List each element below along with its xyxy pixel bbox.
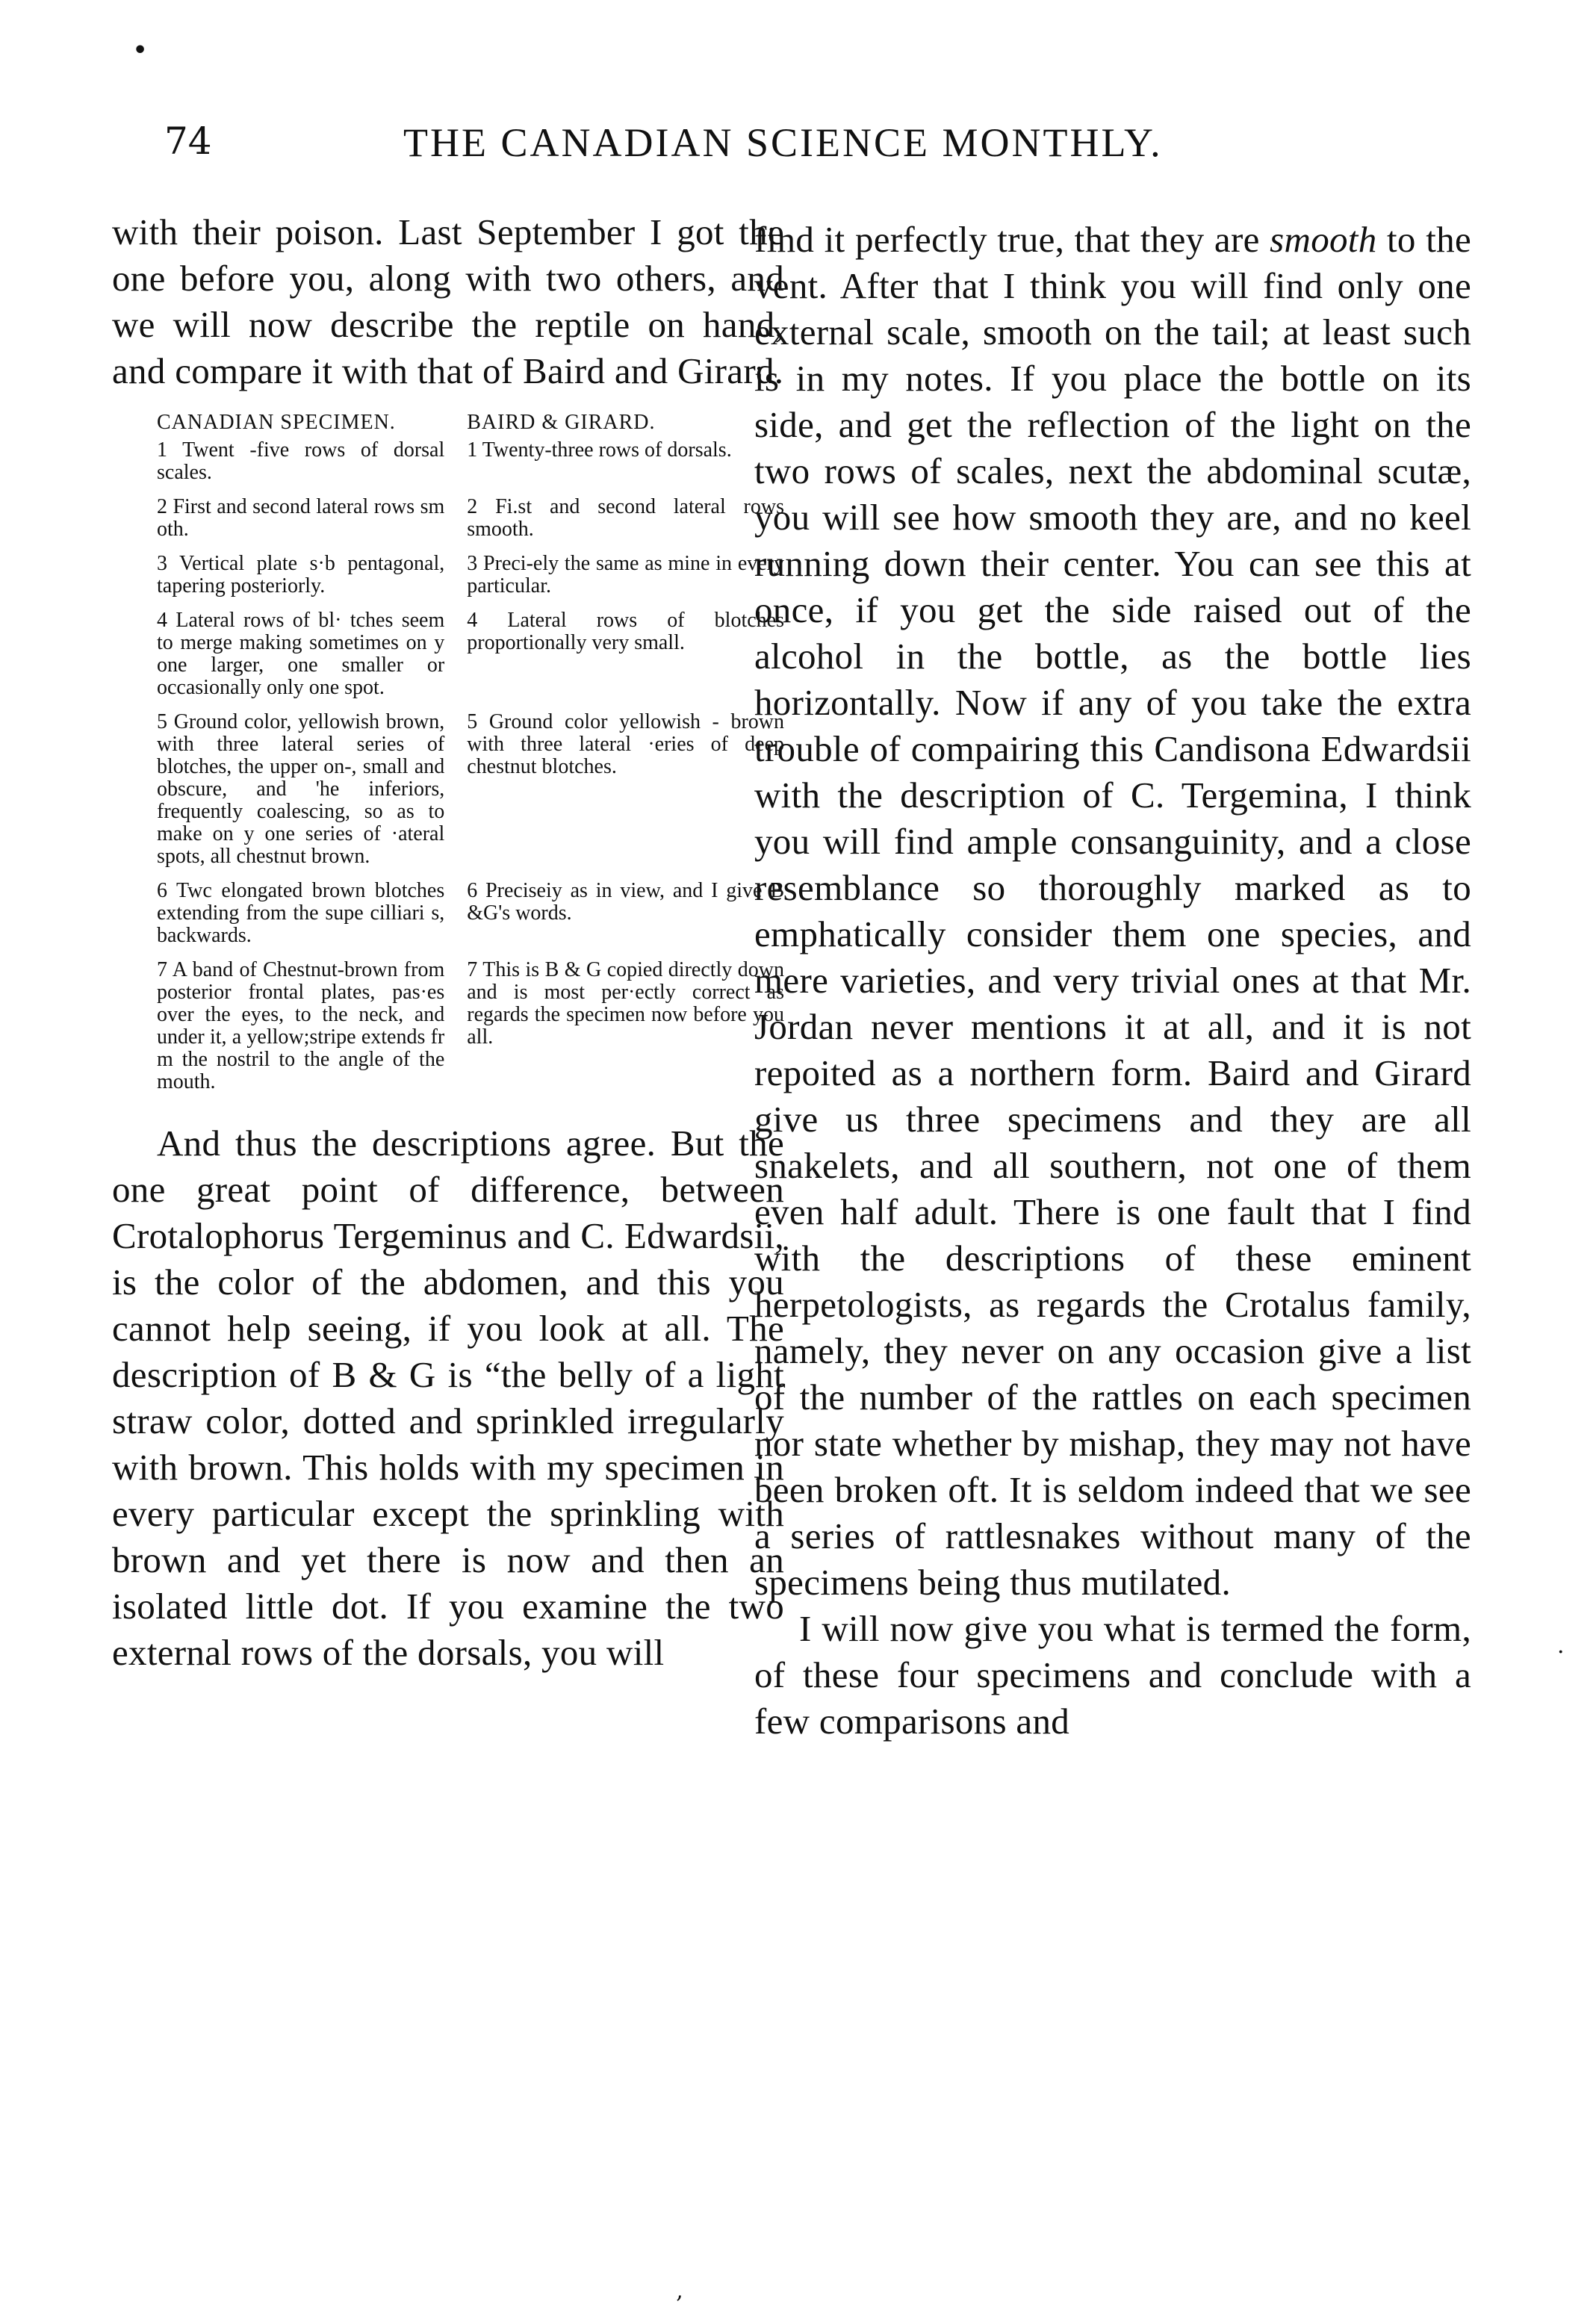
left-paragraph-1: with their poison. Last September I got the one before you, along with two others, and we will now describe the reptile on hand, and compare it with that of Baird and Girard.: [112, 211, 784, 391]
table-row: [157, 553, 792, 609]
table-row: [157, 880, 792, 959]
canadian-cell: 4 Lateral rows of bl· tches seem to merge making sometimes on y one larger, one smaller or occasionally only one spot.: [157, 609, 445, 699]
canadian-cell: 2 First and second lateral rows sm oth.: [157, 495, 445, 541]
baird-girard-cell: 2 Fi.st and second lateral rows smooth.: [467, 495, 784, 541]
canadian-cell: 6 Twc elongated brown blotches extending from the supe cilliari s, backwards.: [157, 879, 445, 947]
page-header: [157, 119, 1471, 179]
baird-girard-cell: 6 Preciseiy as in view, and I give B &G's words.: [467, 879, 784, 925]
left-column: [112, 209, 784, 1676]
table-row: [157, 609, 792, 711]
table-row: [157, 439, 792, 496]
table-row: [157, 959, 792, 1105]
page-number: 74: [164, 119, 212, 163]
canadian-cell: 7 A band of Chestnut-brown from posterior frontal plates, pas·es over the eyes, to the neck, and under it, a yellow;stripe extends fr m the nostril to the angle of the mouth.: [157, 958, 445, 1093]
canadian-cell: 3 Vertical plate s·b pentagonal, tapering posteriorly.: [157, 552, 445, 597]
baird-girard-cell: 4 Lateral rows of blotches proportionally very small.: [467, 609, 784, 654]
italic-word: smooth: [1270, 219, 1377, 260]
baird-girard-cell: 1 Twenty-three rows of dorsals.: [467, 438, 732, 462]
right-paragraph-2: I will now give you what is termed the form, of these four specimens and conclude with a few comparisons and: [754, 1608, 1471, 1742]
baird-girard-cell: 3 Preci-ely the same as mine in every particular.: [467, 552, 784, 597]
canadian-cell: 1 Twent -five rows of dorsal scales.: [157, 438, 445, 484]
right-paragraph-1: [754, 217, 1471, 1606]
speck-mark: ·: [1557, 1639, 1565, 1665]
canadian-cell: 5 Ground color, yellowish brown, with three lateral series of blotches, the upper on-, small and obscure, and 'he inferiors, frequently coalescing, so as to make on y one series of ·ateral spots, all chestnut brown.: [157, 710, 445, 868]
speck-mark: ‚: [676, 2278, 683, 2304]
speck-mark: •: [133, 37, 148, 63]
table-row: [157, 711, 792, 880]
left-paragraph-2: And thus the descriptions agree. But the one great point of difference, between Crotalophorus Tergeminus and C. Edwardsii, is the color of the abdomen, and this you cannot help seeing, if you look at all. The description of B & G is “the belly of a light straw color, dotted and sprinkled irregularly with brown. This holds with my specimen in every particular except the sprinkling with brown and yet there is now and then an isolated little dot. If you examine the two external rows of the dorsals, you will: [112, 1123, 784, 1673]
right-paragraph-1-start: find it perfectly true, that they are: [754, 219, 1260, 260]
table-row: [157, 496, 792, 553]
running-head: THE CANADIAN SCIENCE MONTHLY.: [403, 120, 1163, 165]
baird-girard-cell: 5 Ground color yellowish - brown with three lateral ·eries of deep chestnut blotches.: [467, 710, 784, 778]
table-head-baird-girard: BAIRD & GIRARD.: [467, 411, 656, 434]
specimen-comparison-table: [157, 411, 792, 1105]
right-column: [754, 217, 1471, 1745]
table-head-canadian: CANADIAN SPECIMEN.: [157, 411, 396, 434]
right-paragraph-1-rest: to the vent. After that I think you will find only one external scale, smooth on the tail; at least such is in my notes. If you place the bottle on its side, and get the reflection of the light on the two rows of scales, next the abdominal scutæ, you will see how smooth they are, and no keel running down their center. You can see this at once, if you get the side raised out of the alcohol in the bottle, as the bottle lies horizontally. Now if any of you take the extra trouble of compairing this Candisona Edwardsii with the description of C. Tergemina, I think you will find ample consanguinity, and a close resemblance so thoroughly marked as to emphatically consider them one species, and mere varieties, and very trivial ones at that Mr. Jordan never mentions it at all, and it is not repoited as a northern form. Baird and Girard give us three specimens and they are all snakelets, and all southern, not one of them even half adult. There is one fault that I find with the descriptions of these eminent herpetologists, as regards the Crotalus family, namely, they never on any occasion give a list of the number of the rattles on each specimen nor state whether by mishap, they may not have been broken oft. It is seldom indeed that we see a series of rattlesnakes without many of the specimens being thus mutilated.: [754, 219, 1471, 1603]
baird-girard-cell: 7 This is B & G copied directly down and is most per·ectly correct as regards the specimen now before you all.: [467, 958, 784, 1049]
